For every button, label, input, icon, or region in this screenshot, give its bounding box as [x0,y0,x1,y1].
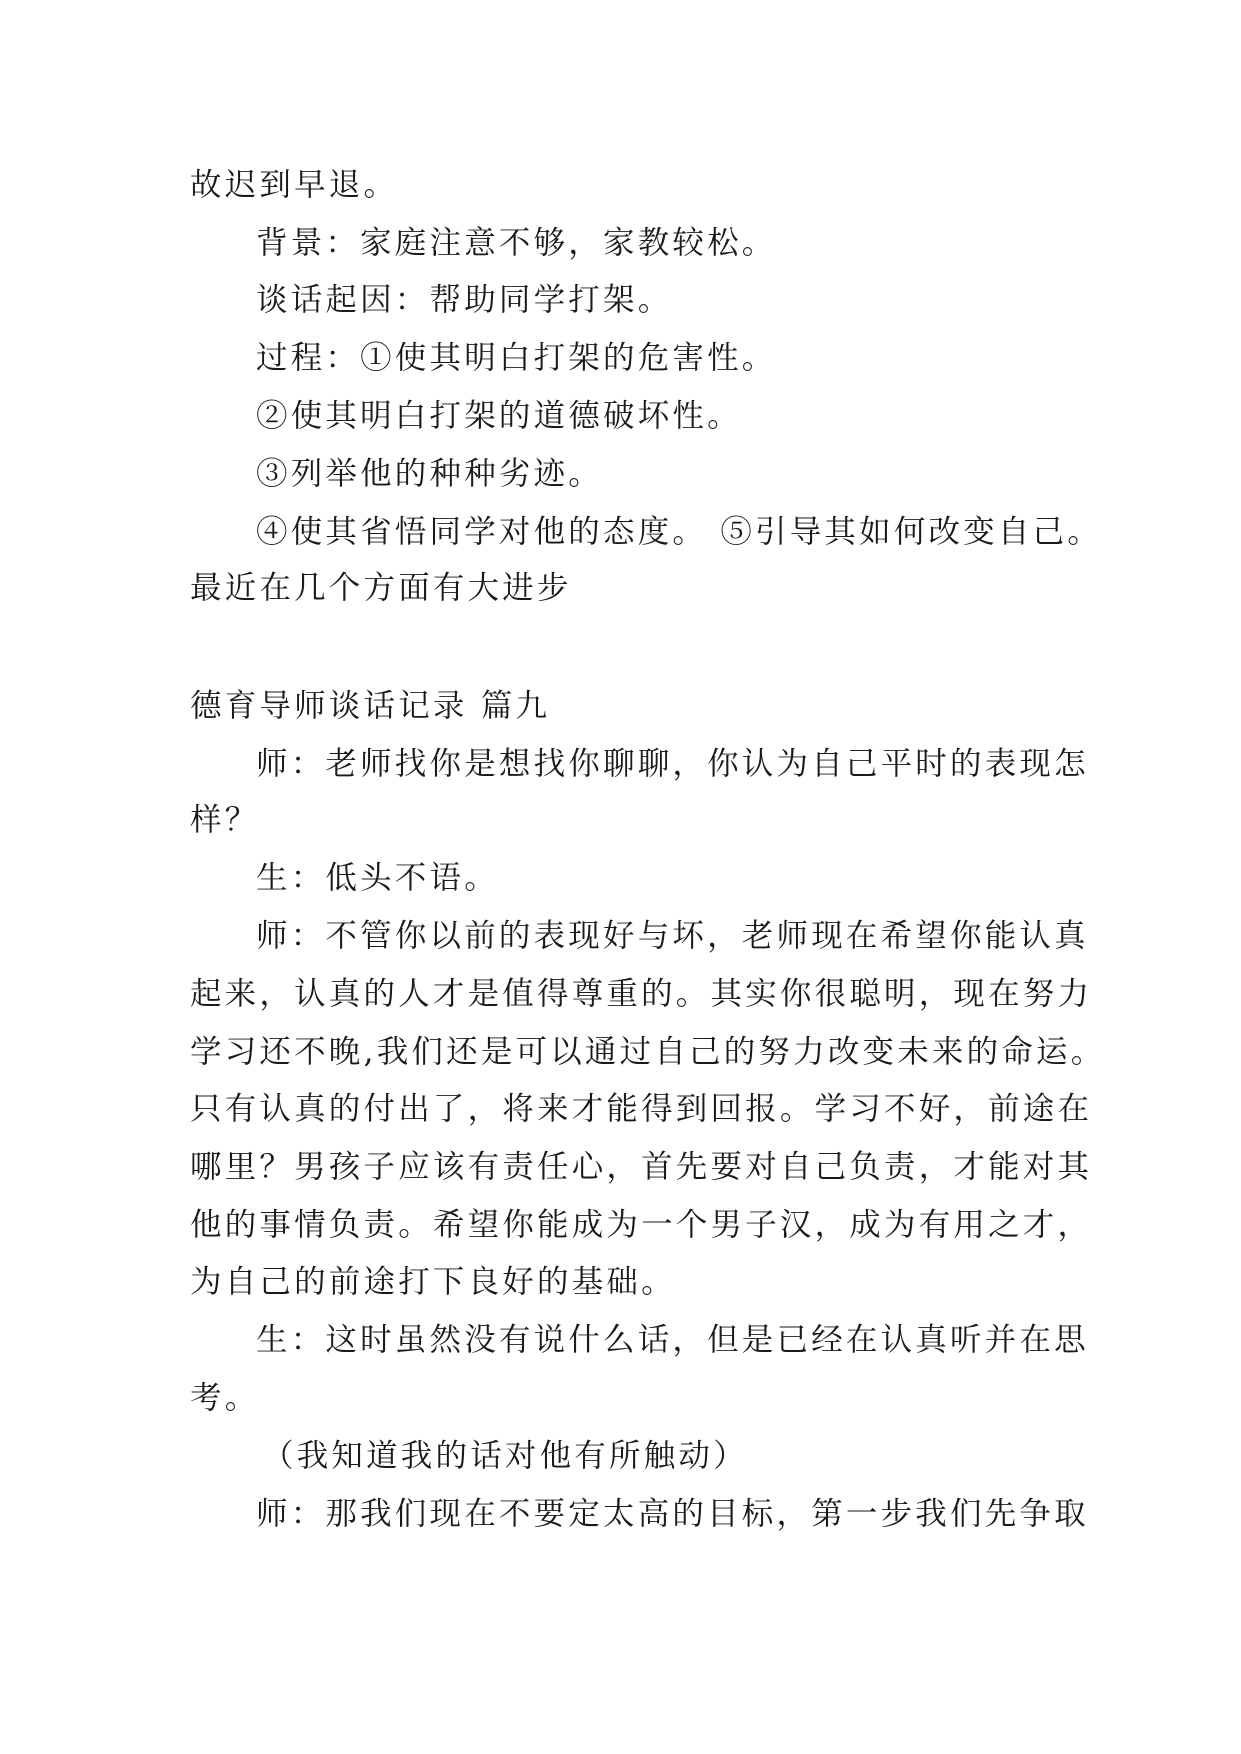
text-line: 只有认真的付出了，将来才能得到回报。学习不好，前途在 [190,1091,1093,1127]
text-line: 为自己的前途打下良好的基础。 [190,1264,676,1300]
text-line: 故迟到早退。 [190,167,399,203]
text-line: 样？ [190,802,260,838]
text-line: 考。 [190,1380,260,1416]
text-line: 他的事情负责。希望你能成为一个男子汉，成为有用之才， [190,1207,1093,1243]
text-line: 生：低头不语。 [256,860,499,896]
text-line: 生：这时虽然没有说什么话，但是已经在认真听并在思 [256,1322,1089,1358]
text-line: 哪里？男孩子应该有责任心，首先要对自己负责，才能对其 [190,1149,1093,1185]
text-line: ④使其省悟同学对他的态度。 ⑤引导其如何改变自己。 [256,514,1103,550]
text-line: ②使其明白打架的道德破坏性。 [256,398,742,434]
text-line: 起来，认真的人才是值得尊重的。其实你很聪明，现在努力 [190,976,1093,1012]
text-line: 师：不管你以前的表现好与坏，老师现在希望你能认真 [256,918,1089,954]
section-heading: 德育导师谈话记录 篇九 [190,688,551,724]
text-line: 师：那我们现在不要定太高的目标，第一步我们先争取 [256,1496,1089,1532]
text-line: 学习还不晚,我们还是可以通过自己的努力改变未来的命运。 [190,1034,1106,1070]
text-line: 最近在几个方面有大进步 [190,570,572,606]
text-line: ③列举他的种种劣迹。 [256,456,604,492]
text-line: 过程：①使其明白打架的危害性。 [256,340,777,376]
text-line: （我知道我的话对他有所触动） [262,1438,748,1474]
text-line: 谈话起因：帮助同学打架。 [256,282,673,318]
text-line: 背景：家庭注意不够，家教较松。 [256,225,777,261]
text-line: 师：老师找你是想找你聊聊，你认为自己平时的表现怎 [256,746,1089,782]
